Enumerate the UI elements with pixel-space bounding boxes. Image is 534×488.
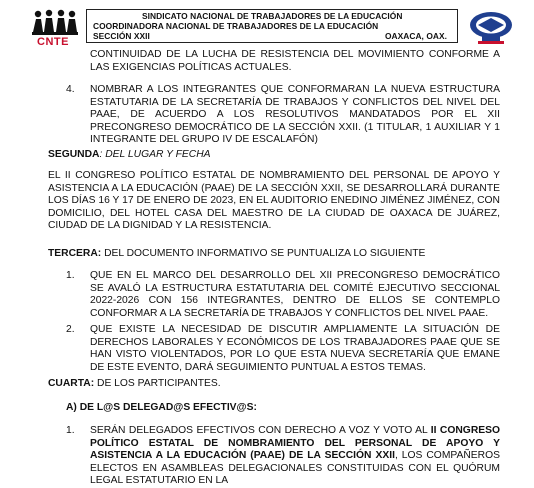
cuarta-item-1-intro: SERÁN DELEGADOS EFECTIVOS CON DERECHO A VOZ Y VOTO AL — [90, 425, 431, 436]
union-seal-icon — [468, 10, 514, 46]
header-line-2: COORDINADORA NACIONAL DE TRABAJADORES DE LA EDUCACIÓN — [93, 21, 379, 31]
tercera-item-2-number: 2. — [66, 324, 75, 335]
item-4-number: 4. — [66, 84, 75, 95]
segunda-paragraph: EL II CONGRESO POLÍTICO ESTATAL DE NOMBRAMIENTO DEL PERSONAL DE APOYO Y ASISTENCIA A LA EDUCACIÓN (PAAE) DE LA SECCIÓN XXII, SE DESARROLLARÁ DURANTE LOS DÍAS 16 Y 17 DE ENERO DE 2023, EN EL AUDITORIO ENEDINO JIMÉNEZ JIMÉNEZ, CON DOMICILIO, DEL HOTEL CASA DEL MAESTRO DE LA CIUDAD DE OAXACA DE JUÁREZ, CIUDAD DE LA DIGNIDAD Y LA RESISTENCIA. — [48, 170, 500, 232]
cuarta-item-1-number: 1. — [66, 425, 75, 436]
item-4-text: NOMBRAR A LOS INTEGRANTES QUE CONFORMARAN LA NUEVA ESTRUCTURA ESTATUTARIA DE LA SECRETARÍA DE TRABAJOS Y CONFLICTOS DEL NIVEL DEL PAAE, DE ACUERDO A LOS RESOLUTIVOS MANDATADOS POR EL XII PRECONGRESO DEMOCRÁTICO DE LA SECCIÓN XXII. (1 TITULAR, 1 AUXILIAR Y 1 INTEGRANTE DEL GRUPO IV DE ESCALAFÓN) — [90, 84, 500, 146]
cuarta-subtitle: DE LOS PARTICIPANTES. — [94, 378, 221, 389]
delegados-subheading: A) DE L@S DELEGAD@S EFECTIV@S: — [66, 402, 257, 413]
tercera-item-1-text: QUE EN EL MARCO DEL DESARROLLO DEL XII PRECONGRESO DEMOCRÁTICO SE AVALÓ LA ESTRUCTURA ESTATUTARIA DEL COMITÉ EJECUTIVO SECCIONAL 2022-2026 CON 156 INTEGRANTES, DENTRO DE ELLOS SE CONTEMPLO CONFORMAR A LA SECRETARÍA DE TRABAJOS Y CONFLICTOS DEL NIVEL PAAE. — [90, 270, 500, 319]
cuarta-label: CUARTA: — [48, 378, 95, 389]
tercera-item-2-text: QUE EXISTE LA NECESIDAD DE DISCUTIR AMPLIAMENTE LA SITUACIÓN DE DERECHOS LABORALES Y ECONÓMICOS DE LOS TRABAJADORES PAAE QUE SE HAN VISTO VIOLENTADOS, POR LO QUE ESTA NUEVA SECRETARÍA QUE EMANE DE ESTE EVENTO, DARÁ SEGUIMIENTO PUNTUAL A ESTOS TEMAS. — [90, 324, 500, 373]
letterhead — [30, 8, 514, 48]
continuation-paragraph: CONTINUIDAD DE LA LUCHA DE RESISTENCIA DEL MOVIMIENTO CONFORME A LAS EXIGENCIAS POLÍTICAS ACTUALES. — [90, 49, 500, 73]
segunda-heading — [48, 149, 508, 162]
cnte-logo-text: CNTE — [37, 36, 69, 48]
cnte-logo — [30, 8, 80, 48]
cuarta-item-1-text — [90, 425, 500, 488]
header-line-3: SECCIÓN XXII — [93, 31, 150, 41]
tercera-item-1-number: 1. — [66, 270, 75, 281]
header-line-1: SINDICATO NACIONAL DE TRABAJADORES DE LA EDUCACIÓN — [142, 11, 403, 21]
letterhead-box — [86, 9, 458, 43]
cuarta-item-1-rest: , LOS COMPAÑEROS ELECTOS EN ASAMBLEAS DELEGACIONALES CONSTITUIDAS CON EL QUÓRUM LEGAL ESTATUTARIO EN LA — [90, 450, 500, 487]
tercera-heading — [48, 248, 508, 261]
segunda-subtitle: : DEL LUGAR Y FECHA — [99, 149, 211, 160]
tercera-subtitle: DEL DOCUMENTO INFORMATIVO SE PUNTUALIZA LO SIGUIENTE — [101, 248, 426, 259]
segunda-label: SEGUNDA — [48, 149, 100, 160]
cuarta-heading — [48, 378, 508, 391]
cuarta-item-1-bold: II CONGRESO POLÍTICO ESTATAL DE NOMBRAMIENTO DEL PERSONAL DE APOYO Y ASISTENCIA A LA EDUCACIÓN (PAAE) DE LA SECCIÓN XXII — [90, 425, 501, 462]
tercera-label: TERCERA: — [48, 248, 102, 259]
header-line-4: OAXACA, OAX. — [384, 31, 447, 41]
